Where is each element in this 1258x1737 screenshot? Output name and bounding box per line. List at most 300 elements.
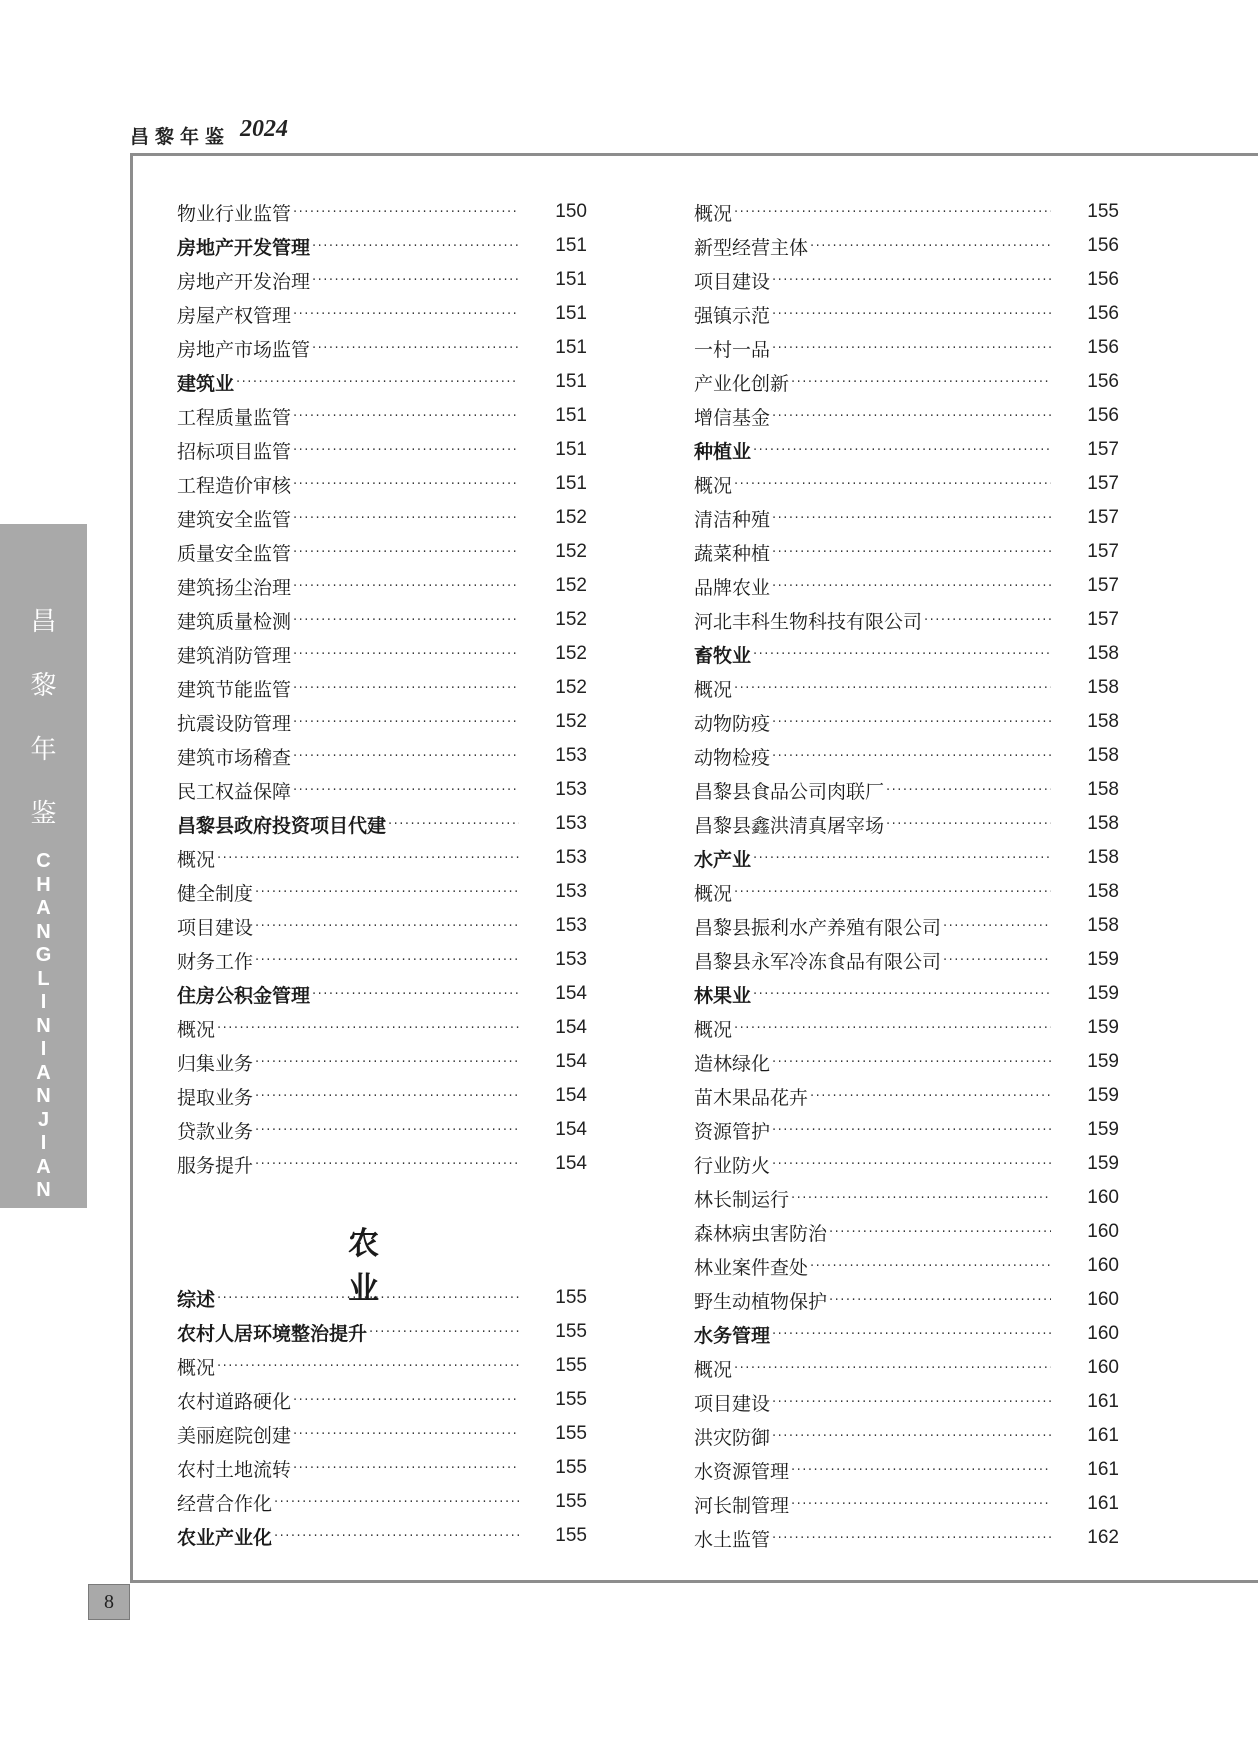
side-tab-chinese-char: 昌 [30, 607, 57, 637]
toc-entry-title: 提取业务 [177, 1086, 254, 1109]
toc-entry-title: 河长制管理 [694, 1494, 790, 1517]
toc-page-number: 151 [555, 405, 587, 426]
toc-entry [694, 911, 1119, 941]
toc-heading-entry [177, 1521, 587, 1551]
toc-entry-title: 畜牧业 [694, 644, 752, 667]
toc-entry [177, 401, 587, 431]
toc-entry [694, 1081, 1119, 1111]
toc-entry-title: 美丽庭院创建 [177, 1424, 292, 1447]
toc-leader-dots [312, 341, 519, 356]
toc-page-number: 156 [1087, 235, 1119, 256]
toc-entry [694, 1523, 1119, 1553]
toc-page-number: 154 [555, 1119, 587, 1140]
toc-leader-dots [810, 1259, 1051, 1274]
toc-entry-title: 建筑节能监管 [177, 678, 292, 701]
toc-page-number: 155 [555, 1525, 587, 1546]
toc-leader-dots [772, 511, 1051, 526]
toc-page-number: 161 [1087, 1459, 1119, 1480]
toc-entry-title: 建筑安全监管 [177, 508, 292, 531]
toc-leader-dots [255, 1089, 519, 1104]
toc-leader-dots [274, 1495, 519, 1510]
toc-page-number: 155 [555, 1457, 587, 1478]
toc-leader-dots [772, 1327, 1051, 1342]
toc-page-number: 160 [1087, 1323, 1119, 1344]
toc-entry [177, 503, 587, 533]
toc-leader-dots [791, 1191, 1051, 1206]
toc-page-number: 155 [555, 1355, 587, 1376]
toc-entry-title: 概况 [694, 1358, 733, 1381]
toc-leader-dots [772, 1531, 1051, 1546]
toc-page-number: 159 [1087, 1085, 1119, 1106]
toc-page-number: 152 [555, 609, 587, 630]
toc-leader-dots [829, 1225, 1051, 1240]
toc-page-number: 158 [1087, 881, 1119, 902]
toc-entry-title: 农村人居环境整治提升 [177, 1322, 368, 1345]
toc-entry [694, 775, 1119, 805]
toc-page-number: 157 [1087, 439, 1119, 460]
toc-page-number: 158 [1087, 643, 1119, 664]
toc-page-number: 159 [1087, 1119, 1119, 1140]
toc-entry [177, 265, 587, 295]
toc-page-number: 151 [555, 269, 587, 290]
toc-page-number: 160 [1087, 1255, 1119, 1276]
toc-entry-title: 清洁种殖 [694, 508, 771, 531]
toc-page-number: 153 [555, 915, 587, 936]
toc-entry [694, 1149, 1119, 1179]
toc-leader-dots [753, 851, 1051, 866]
toc-entry [694, 1353, 1119, 1383]
frame-left-rule [130, 153, 133, 1583]
toc-entry-title: 房地产市场监管 [177, 338, 311, 361]
toc-leader-dots [388, 817, 519, 832]
toc-entry-title: 森林病虫害防治 [694, 1222, 828, 1245]
toc-heading-entry [694, 979, 1119, 1009]
toc-heading-entry [177, 231, 587, 261]
toc-entry-title: 工程质量监管 [177, 406, 292, 429]
toc-entry-title: 房屋产权管理 [177, 304, 292, 327]
toc-entry [177, 877, 587, 907]
toc-entry [694, 367, 1119, 397]
toc-entry-title: 项目建设 [694, 1392, 771, 1415]
toc-page-number: 156 [1087, 303, 1119, 324]
toc-entry [694, 503, 1119, 533]
toc-leader-dots [943, 919, 1051, 934]
toc-leader-dots [924, 613, 1051, 628]
toc-entry [694, 469, 1119, 499]
toc-entry [694, 1455, 1119, 1485]
toc-entry-title: 招标项目监管 [177, 440, 292, 463]
toc-page-number: 152 [555, 643, 587, 664]
toc-entry-title: 质量安全监管 [177, 542, 292, 565]
toc-leader-dots [810, 1089, 1051, 1104]
toc-page-number: 152 [555, 507, 587, 528]
toc-entry-title: 贷款业务 [177, 1120, 254, 1143]
toc-entry-title: 品牌农业 [694, 576, 771, 599]
toc-entry [177, 1081, 587, 1111]
toc-leader-dots [772, 1123, 1051, 1138]
side-tab-pinyin-char: I [40, 991, 47, 1013]
toc-entry-title: 林业案件查处 [694, 1256, 809, 1279]
toc-leader-dots [293, 749, 519, 764]
toc-entry-title: 住房公积金管理 [177, 984, 311, 1007]
toc-leader-dots [255, 885, 519, 900]
toc-entry-title: 建筑消防管理 [177, 644, 292, 667]
toc-leader-dots [293, 477, 519, 492]
toc-entry-title: 水土监管 [694, 1528, 771, 1551]
toc-leader-dots [772, 409, 1051, 424]
toc-page-number: 158 [1087, 677, 1119, 698]
toc-leader-dots [772, 749, 1051, 764]
toc-entry [177, 741, 587, 771]
toc-leader-dots [753, 443, 1051, 458]
toc-entry [177, 707, 587, 737]
toc-leader-dots [293, 409, 519, 424]
toc-entry-title: 项目建设 [177, 916, 254, 939]
toc-entry-title: 水资源管理 [694, 1460, 790, 1483]
toc-leader-dots [753, 647, 1051, 662]
toc-entry-title: 产业化创新 [694, 372, 790, 395]
toc-leader-dots [293, 545, 519, 560]
toc-page-number: 153 [555, 847, 587, 868]
toc-page-number: 151 [555, 337, 587, 358]
toc-entry [694, 877, 1119, 907]
toc-entry-title: 建筑扬尘治理 [177, 576, 292, 599]
side-tab-pinyin-title [0, 850, 87, 1203]
toc-page-number: 157 [1087, 507, 1119, 528]
toc-leader-dots [293, 511, 519, 526]
toc-page-number: 155 [555, 1389, 587, 1410]
toc-entry-title: 昌黎县食品公司肉联厂 [694, 780, 885, 803]
toc-page-number: 160 [1087, 1187, 1119, 1208]
toc-entry [694, 945, 1119, 975]
toc-entry [177, 299, 587, 329]
toc-entry [694, 197, 1119, 227]
side-tab-pinyin-char: C [36, 850, 51, 872]
toc-page-number: 156 [1087, 405, 1119, 426]
toc-entry-title: 财务工作 [177, 950, 254, 973]
toc-entry [177, 911, 587, 941]
toc-entry-title: 工程造价审核 [177, 474, 292, 497]
toc-entry [694, 571, 1119, 601]
toc-leader-dots [734, 1361, 1051, 1376]
toc-entry [177, 945, 587, 975]
toc-entry-title: 项目建设 [694, 270, 771, 293]
toc-entry-title: 昌黎县鑫洪清真屠宰场 [694, 814, 885, 837]
toc-entry [177, 1115, 587, 1145]
toc-entry-title: 造林绿化 [694, 1052, 771, 1075]
toc-entry [694, 231, 1119, 261]
toc-entry [177, 1351, 587, 1381]
toc-page-number: 159 [1087, 1153, 1119, 1174]
toc-page-number: 153 [555, 813, 587, 834]
toc-entry [694, 1013, 1119, 1043]
toc-page-number: 159 [1087, 949, 1119, 970]
toc-entry [177, 537, 587, 567]
toc-entry [694, 1047, 1119, 1077]
toc-leader-dots [772, 1429, 1051, 1444]
toc-page-number: 158 [1087, 711, 1119, 732]
toc-entry-title: 物业行业监管 [177, 202, 292, 225]
toc-leader-dots [886, 783, 1051, 798]
toc-leader-dots [293, 1393, 519, 1408]
toc-entry [694, 673, 1119, 703]
toc-leader-dots [772, 1157, 1051, 1172]
toc-entry-title: 林长制运行 [694, 1188, 790, 1211]
side-tab-chinese-title [0, 590, 87, 846]
toc-entry-title: 水务管理 [694, 1324, 771, 1347]
toc-entry-title: 动物防疫 [694, 712, 771, 735]
toc-entry [177, 333, 587, 363]
toc-entry [694, 605, 1119, 635]
toc-entry [177, 1385, 587, 1415]
toc-heading-entry [694, 1319, 1119, 1349]
toc-leader-dots [772, 1395, 1051, 1410]
toc-entry [694, 265, 1119, 295]
toc-entry [694, 537, 1119, 567]
side-tab-pinyin-char: N [36, 1179, 51, 1201]
toc-leader-dots [734, 1021, 1051, 1036]
side-tab-pinyin-char: L [37, 967, 50, 990]
toc-page-number: 158 [1087, 745, 1119, 766]
toc-heading-entry [177, 1317, 587, 1347]
toc-leader-dots [293, 1427, 519, 1442]
toc-entry-title: 房地产开发治理 [177, 270, 311, 293]
toc-page-number: 156 [1087, 371, 1119, 392]
side-tab-pinyin-char: N [36, 1014, 51, 1037]
toc-entry-title: 经营合作化 [177, 1492, 273, 1515]
running-header-title: 昌黎年鉴 [130, 126, 231, 148]
toc-entry-title: 归集业务 [177, 1052, 254, 1075]
toc-entry-title: 概况 [177, 1018, 216, 1041]
toc-page-number: 157 [1087, 609, 1119, 630]
side-tab-pinyin-char: I [40, 1038, 47, 1060]
toc-leader-dots [791, 1497, 1051, 1512]
toc-leader-dots [369, 1325, 519, 1340]
toc-page-number: 158 [1087, 813, 1119, 834]
toc-entry-title: 概况 [177, 1356, 216, 1379]
toc-entry [694, 809, 1119, 839]
toc-entry [177, 571, 587, 601]
toc-leader-dots [772, 715, 1051, 730]
side-tab-pinyin-char: A [36, 1061, 51, 1084]
toc-leader-dots [772, 579, 1051, 594]
toc-leader-dots [943, 953, 1051, 968]
toc-entry [694, 1251, 1119, 1281]
toc-heading-entry [177, 979, 587, 1009]
toc-entry-title: 强镇示范 [694, 304, 771, 327]
toc-entry [177, 673, 587, 703]
toc-entry-title: 综述 [177, 1288, 216, 1311]
side-tab-pinyin-char: N [36, 920, 51, 943]
toc-leader-dots [293, 579, 519, 594]
toc-entry-title: 民工权益保障 [177, 780, 292, 803]
toc-leader-dots [734, 477, 1051, 492]
toc-page-number: 156 [1087, 337, 1119, 358]
toc-page-number: 152 [555, 575, 587, 596]
toc-page-number: 152 [555, 541, 587, 562]
toc-page-number: 155 [555, 1491, 587, 1512]
toc-page-number: 154 [555, 1017, 587, 1038]
section-title: 农 业 [348, 1226, 419, 1307]
toc-leader-dots [293, 783, 519, 798]
toc-page-number: 159 [1087, 983, 1119, 1004]
toc-page-number: 151 [555, 439, 587, 460]
toc-entry-title: 农业产业化 [177, 1526, 273, 1549]
toc-leader-dots [772, 545, 1051, 560]
toc-leader-dots [255, 919, 519, 934]
toc-page-number: 150 [555, 201, 587, 222]
toc-leader-dots [293, 715, 519, 730]
toc-page-number: 158 [1087, 847, 1119, 868]
toc-entry-title: 建筑业 [177, 372, 235, 395]
frame-bottom-rule [130, 1580, 1258, 1583]
toc-page-number: 154 [555, 1153, 587, 1174]
toc-entry-title: 概况 [694, 882, 733, 905]
toc-page-number: 155 [555, 1321, 587, 1342]
toc-leader-dots [734, 885, 1051, 900]
toc-leader-dots [772, 307, 1051, 322]
toc-leader-dots [312, 239, 519, 254]
toc-page-number: 152 [555, 711, 587, 732]
toc-leader-dots [293, 613, 519, 628]
toc-leader-dots [255, 953, 519, 968]
toc-entry-title: 概况 [694, 678, 733, 701]
toc-entry-title: 蔬菜种植 [694, 542, 771, 565]
side-tab-pinyin-char: I [40, 1132, 47, 1154]
toc-page-number: 154 [555, 1051, 587, 1072]
toc-leader-dots [772, 341, 1051, 356]
toc-leader-dots [255, 1123, 519, 1138]
toc-entry-title: 概况 [694, 474, 733, 497]
toc-entry-title: 概况 [694, 1018, 733, 1041]
toc-leader-dots [312, 987, 519, 1002]
toc-page-number: 157 [1087, 575, 1119, 596]
toc-page-number: 157 [1087, 473, 1119, 494]
toc-entry-title: 水产业 [694, 848, 752, 871]
toc-leader-dots [829, 1293, 1051, 1308]
toc-entry [694, 1387, 1119, 1417]
toc-entry-title: 一村一品 [694, 338, 771, 361]
toc-leader-dots [217, 1021, 519, 1036]
toc-leader-dots [255, 1157, 519, 1172]
toc-entry [694, 1489, 1119, 1519]
toc-entry [177, 1149, 587, 1179]
toc-leader-dots [312, 273, 519, 288]
toc-entry [177, 435, 587, 465]
toc-entry [694, 333, 1119, 363]
toc-leader-dots [293, 205, 519, 220]
toc-page-number: 156 [1087, 269, 1119, 290]
toc-leader-dots [217, 851, 519, 866]
side-tab-chinese-char: 黎 [30, 671, 57, 701]
toc-entry-title: 苗木果品花卉 [694, 1086, 809, 1109]
side-tab-pinyin-char: A [36, 897, 51, 919]
toc-entry-title: 概况 [177, 848, 216, 871]
toc-entry-title: 建筑市场稽查 [177, 746, 292, 769]
toc-entry-title: 河北丰科生物科技有限公司 [694, 610, 923, 633]
toc-leader-dots [293, 307, 519, 322]
toc-page-number: 151 [555, 303, 587, 324]
toc-entry-title: 洪灾防御 [694, 1426, 771, 1449]
toc-entry-title: 健全制度 [177, 882, 254, 905]
toc-entry [177, 197, 587, 227]
toc-heading-entry [694, 435, 1119, 465]
toc-leader-dots [772, 273, 1051, 288]
toc-entry-title: 抗震设防管理 [177, 712, 292, 735]
side-tab-pinyin-char: G [35, 944, 52, 966]
toc-entry-title: 林果业 [694, 984, 752, 1007]
toc-entry-title: 野生动植物保护 [694, 1290, 828, 1313]
toc-page-number: 158 [1087, 915, 1119, 936]
toc-leader-dots [274, 1529, 519, 1544]
toc-page-number: 151 [555, 371, 587, 392]
toc-page-number: 154 [555, 1085, 587, 1106]
toc-entry [694, 1217, 1119, 1247]
toc-entry [694, 1183, 1119, 1213]
toc-leader-dots [791, 375, 1051, 390]
toc-leader-dots [734, 681, 1051, 696]
toc-page-number: 153 [555, 949, 587, 970]
toc-entry-title: 昌黎县永军冷冻食品有限公司 [694, 950, 942, 973]
toc-page-number: 154 [555, 983, 587, 1004]
toc-leader-dots [293, 1461, 519, 1476]
toc-entry-title: 概况 [694, 202, 733, 225]
toc-page-number: 155 [555, 1423, 587, 1444]
toc-page-number: 161 [1087, 1391, 1119, 1412]
toc-page-number: 157 [1087, 541, 1119, 562]
toc-entry-title: 服务提升 [177, 1154, 254, 1177]
toc-leader-dots [217, 1291, 519, 1306]
side-tab-pinyin-char: J [37, 1108, 50, 1131]
toc-page-number: 155 [555, 1287, 587, 1308]
toc-page-number: 162 [1087, 1527, 1119, 1548]
frame-top-rule [130, 153, 1258, 156]
page-number: 8 [104, 1591, 114, 1613]
toc-entry [694, 401, 1119, 431]
toc-leader-dots [734, 205, 1051, 220]
toc-entry [177, 1453, 587, 1483]
toc-page-number: 153 [555, 881, 587, 902]
toc-page-number: 153 [555, 745, 587, 766]
toc-leader-dots [772, 1055, 1051, 1070]
toc-entry [694, 299, 1119, 329]
toc-page-number: 160 [1087, 1289, 1119, 1310]
toc-entry [694, 707, 1119, 737]
toc-entry [177, 1047, 587, 1077]
toc-page-number: 152 [555, 677, 587, 698]
toc-page-number: 153 [555, 779, 587, 800]
toc-entry-title: 种植业 [694, 440, 752, 463]
toc-leader-dots [293, 681, 519, 696]
running-header-year: 2024 [240, 116, 288, 142]
toc-leader-dots [236, 375, 519, 390]
toc-entry [177, 775, 587, 805]
toc-leader-dots [217, 1359, 519, 1374]
toc-entry [177, 843, 587, 873]
toc-entry [177, 605, 587, 635]
page-number-box [88, 1584, 130, 1620]
toc-page-number: 155 [1087, 201, 1119, 222]
toc-entry [177, 1013, 587, 1043]
toc-entry-title: 行业防火 [694, 1154, 771, 1177]
toc-entry-title: 农村道路硬化 [177, 1390, 292, 1413]
side-tab-chinese-char: 鉴 [30, 799, 57, 829]
toc-entry-title: 农村土地流转 [177, 1458, 292, 1481]
toc-heading-entry [177, 367, 587, 397]
toc-leader-dots [293, 647, 519, 662]
side-tab-chinese-char: 年 [30, 735, 57, 765]
side-tab-pinyin-char: N [36, 1085, 51, 1107]
